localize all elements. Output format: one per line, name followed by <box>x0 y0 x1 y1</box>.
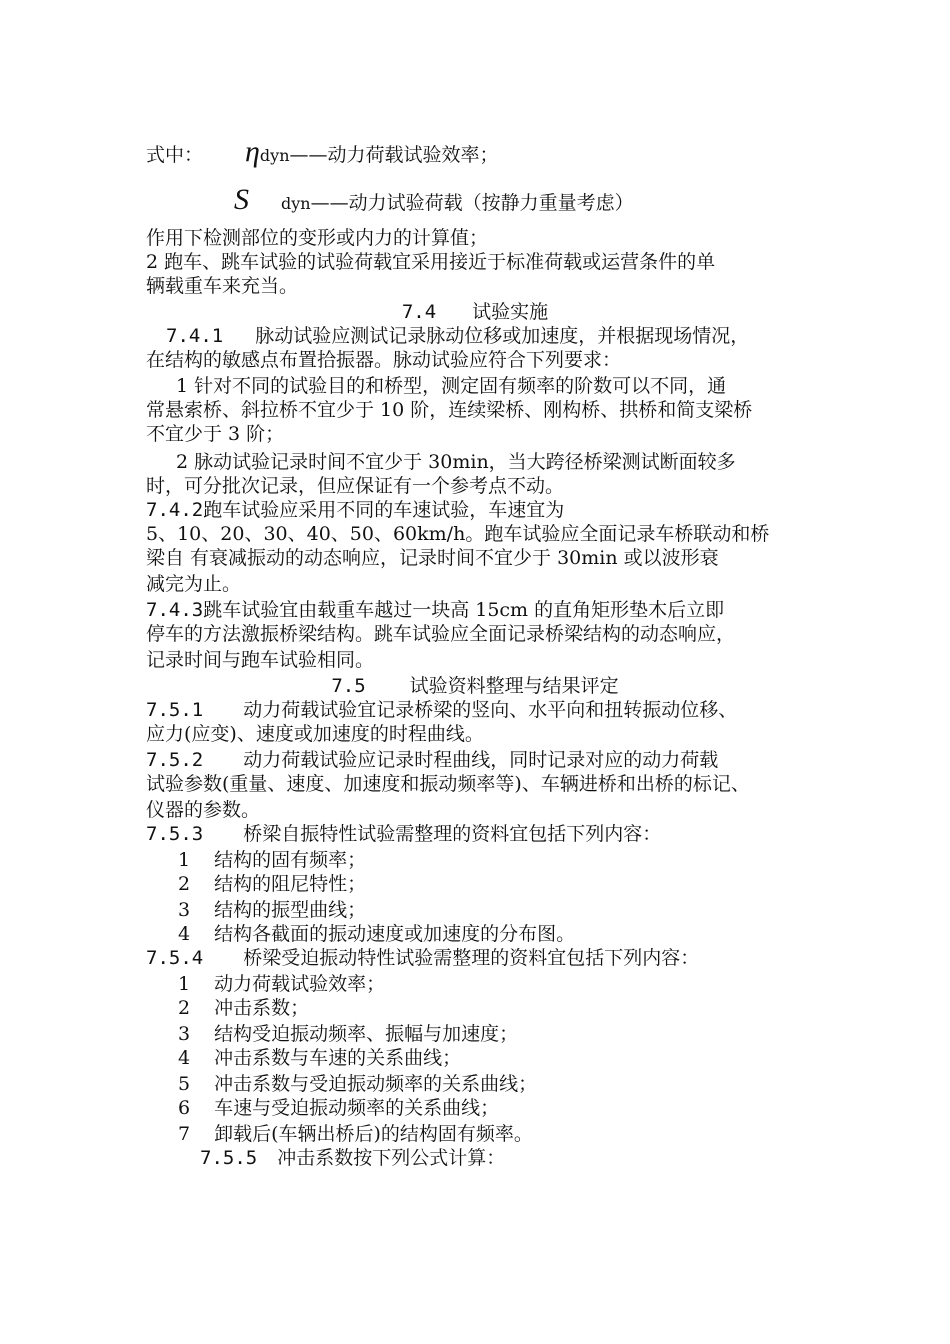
list-item-text: 车速与受迫振动频率的关系曲线； <box>214 1097 500 1119</box>
list-item-number: 7 <box>178 1123 191 1145</box>
list-item <box>178 872 366 896</box>
eta-description: ——动力荷载试验效率； <box>289 144 499 166</box>
formula-legend-eta <box>146 135 499 168</box>
section-7-4-title: 试验实施 <box>472 301 549 323</box>
clause-7-5-3-line1 <box>146 822 661 846</box>
clause-7-5-1-line2: 应力(应变)、速度或加速度的时程曲线。 <box>146 723 484 745</box>
clause-7-4-1-number: 7.4.1 <box>166 325 224 347</box>
clause-7-5-5-number: 7.5.5 <box>200 1147 258 1169</box>
s-symbol: S <box>234 183 249 216</box>
clause-7-4-3-number: 7.4.3 <box>146 599 204 621</box>
clause-7-4-3-line1 <box>146 598 724 622</box>
clause-7-5-4-number: 7.5.4 <box>146 947 204 969</box>
list-item-number: 1 <box>178 973 191 995</box>
list-item-text: 结构的阻尼特性； <box>214 873 367 895</box>
list-item <box>178 898 366 922</box>
s-description-continued: 作用下检测部位的变形或内力的计算值； <box>146 227 489 249</box>
eta-symbol: η <box>245 135 260 168</box>
clause-7-4-2-line3: 梁自 有衰减振动的动态响应，记录时间不宜少于 30min 或以波形衰 <box>146 547 719 569</box>
clause-7-5-2-line1 <box>146 748 718 772</box>
clause-7-4-2-line1 <box>146 498 564 522</box>
section-7-5-number: 7.5 <box>331 675 366 697</box>
clause-7-4-2-line4: 减完为止。 <box>146 573 242 595</box>
list-item-text: 结构的振型曲线； <box>214 899 367 921</box>
clause-7-5-3-number: 7.5.3 <box>146 823 204 845</box>
list-item <box>178 922 575 946</box>
list-item-number: 2 <box>178 873 191 895</box>
clause-7-5-1-text: 动力荷载试验宜记录桥梁的竖向、水平向和扭转振动位移、 <box>243 699 738 721</box>
list-item <box>178 996 309 1020</box>
eta-subscript: dyn <box>259 146 290 165</box>
s-description: ——动力试验荷载（按静力重量考虑） <box>310 192 634 214</box>
clause-7-4-1-sub1-line1: 1 针对不同的试验目的和桥型，测定固有频率的阶数可以不同，通 <box>176 375 727 397</box>
clause-7-5-2-text: 动力荷载试验应记录时程曲线，同时记录对应的动力荷载 <box>243 749 719 771</box>
list-item <box>178 1122 533 1146</box>
clause-7-5-2-line3: 仪器的参数。 <box>146 799 261 821</box>
s-subscript: dyn <box>281 194 311 213</box>
clause-7-4-2-line2: 5、10、20、30、40、50、60km/h。跑车试验应全面记录车桥联动和桥 <box>146 523 770 545</box>
section-7-4-heading <box>0 300 950 324</box>
list-item <box>178 848 366 872</box>
clause-7-4-1-line1 <box>166 324 749 348</box>
list-item-number: 2 <box>178 997 191 1019</box>
clause-7-5-3-text: 桥梁自振特性试验需整理的资料宜包括下列内容： <box>243 823 662 845</box>
list-item-text: 结构的固有频率； <box>214 849 367 871</box>
list-item-text: 动力荷载试验效率； <box>214 973 386 995</box>
clause-7-4-3-line3: 记录时间与跑车试验相同。 <box>146 649 375 671</box>
list-item-text: 冲击系数与受迫振动频率的关系曲线； <box>214 1073 538 1095</box>
clause-7-5-2-number: 7.5.2 <box>146 749 204 771</box>
list-item-number: 3 <box>178 1023 191 1045</box>
clause-7-4-3-line2: 停车的方法激振桥梁结构。跳车试验应全面记录桥梁结构的动态响应， <box>146 623 736 645</box>
list-item-number: 5 <box>178 1073 191 1095</box>
list-item-text: 卸载后(车辆出桥后)的结构固有频率。 <box>214 1123 533 1145</box>
section-7-5-heading <box>0 674 950 698</box>
clause-7-4-1-sub2-line1: 2 脉动试验记录时间不宜少于 30min，当大跨径桥梁测试断面较多 <box>176 451 736 473</box>
list-item-number: 6 <box>178 1097 191 1119</box>
clause-7-5-5-text: 冲击系数按下列公式计算： <box>277 1147 506 1169</box>
clause-7-4-3-text: 跳车试验宜由载重车越过一块高 15cm 的直角矩形垫木后立即 <box>203 599 725 621</box>
clause-7-4-1-text: 脉动试验应测试记录脉动位移或加速度，并根据现场情况， <box>255 325 750 347</box>
item2-line2: 辆载重车来充当。 <box>146 275 299 297</box>
clause-7-4-2-number: 7.4.2 <box>146 499 204 521</box>
clause-7-5-5-line1 <box>200 1146 505 1170</box>
clause-7-5-4-line1 <box>146 946 699 970</box>
clause-7-4-2-text: 跑车试验应采用不同的车速试验，车速宜为 <box>203 499 565 521</box>
item2-line1: 2 跑车、跳车试验的试验荷载宜采用接近于标准荷载或运营条件的单 <box>146 251 716 273</box>
list-item <box>178 1022 518 1046</box>
list-item <box>178 1046 461 1070</box>
clause-7-4-1-line2: 在结构的敏感点布置拾振器。脉动试验应符合下列要求： <box>146 349 622 371</box>
list-item <box>178 1072 537 1096</box>
list-item-number: 3 <box>178 899 191 921</box>
list-item-text: 结构各截面的振动速度或加速度的分布图。 <box>214 923 576 945</box>
list-item-text: 结构受迫振动频率、振幅与加速度； <box>214 1023 519 1045</box>
clause-7-4-1-sub1-line3: 不宜少于 3 阶； <box>146 423 285 445</box>
list-item-number: 4 <box>178 1047 191 1069</box>
list-item-number: 1 <box>178 849 191 871</box>
formula-legend-s <box>234 183 634 216</box>
clause-7-5-1-number: 7.5.1 <box>146 699 204 721</box>
list-item-text: 冲击系数与车速的关系曲线； <box>214 1047 462 1069</box>
legend-prefix: 式中： <box>146 144 204 166</box>
list-item <box>178 1096 499 1120</box>
list-item <box>178 972 385 996</box>
list-item-text: 冲击系数； <box>214 997 310 1019</box>
clause-7-5-1-line1 <box>146 698 737 722</box>
section-7-5-title: 试验资料整理与结果评定 <box>409 675 619 697</box>
clause-7-4-1-sub1-line2: 常悬索桥、斜拉桥不宜少于 10 阶，连续梁桥、刚构桥、拱桥和简支梁桥 <box>146 399 753 421</box>
clause-7-5-2-line2: 试验参数(重量、速度、加速度和振动频率等)、车辆进桥和出桥的标记、 <box>146 773 750 795</box>
list-item-number: 4 <box>178 923 191 945</box>
section-7-4-number: 7.4 <box>401 301 437 323</box>
clause-7-4-1-sub2-line2: 时，可分批次记录，但应保证有一个参考点不动。 <box>146 475 565 497</box>
clause-7-5-4-text: 桥梁受迫振动特性试验需整理的资料宜包括下列内容： <box>243 947 700 969</box>
